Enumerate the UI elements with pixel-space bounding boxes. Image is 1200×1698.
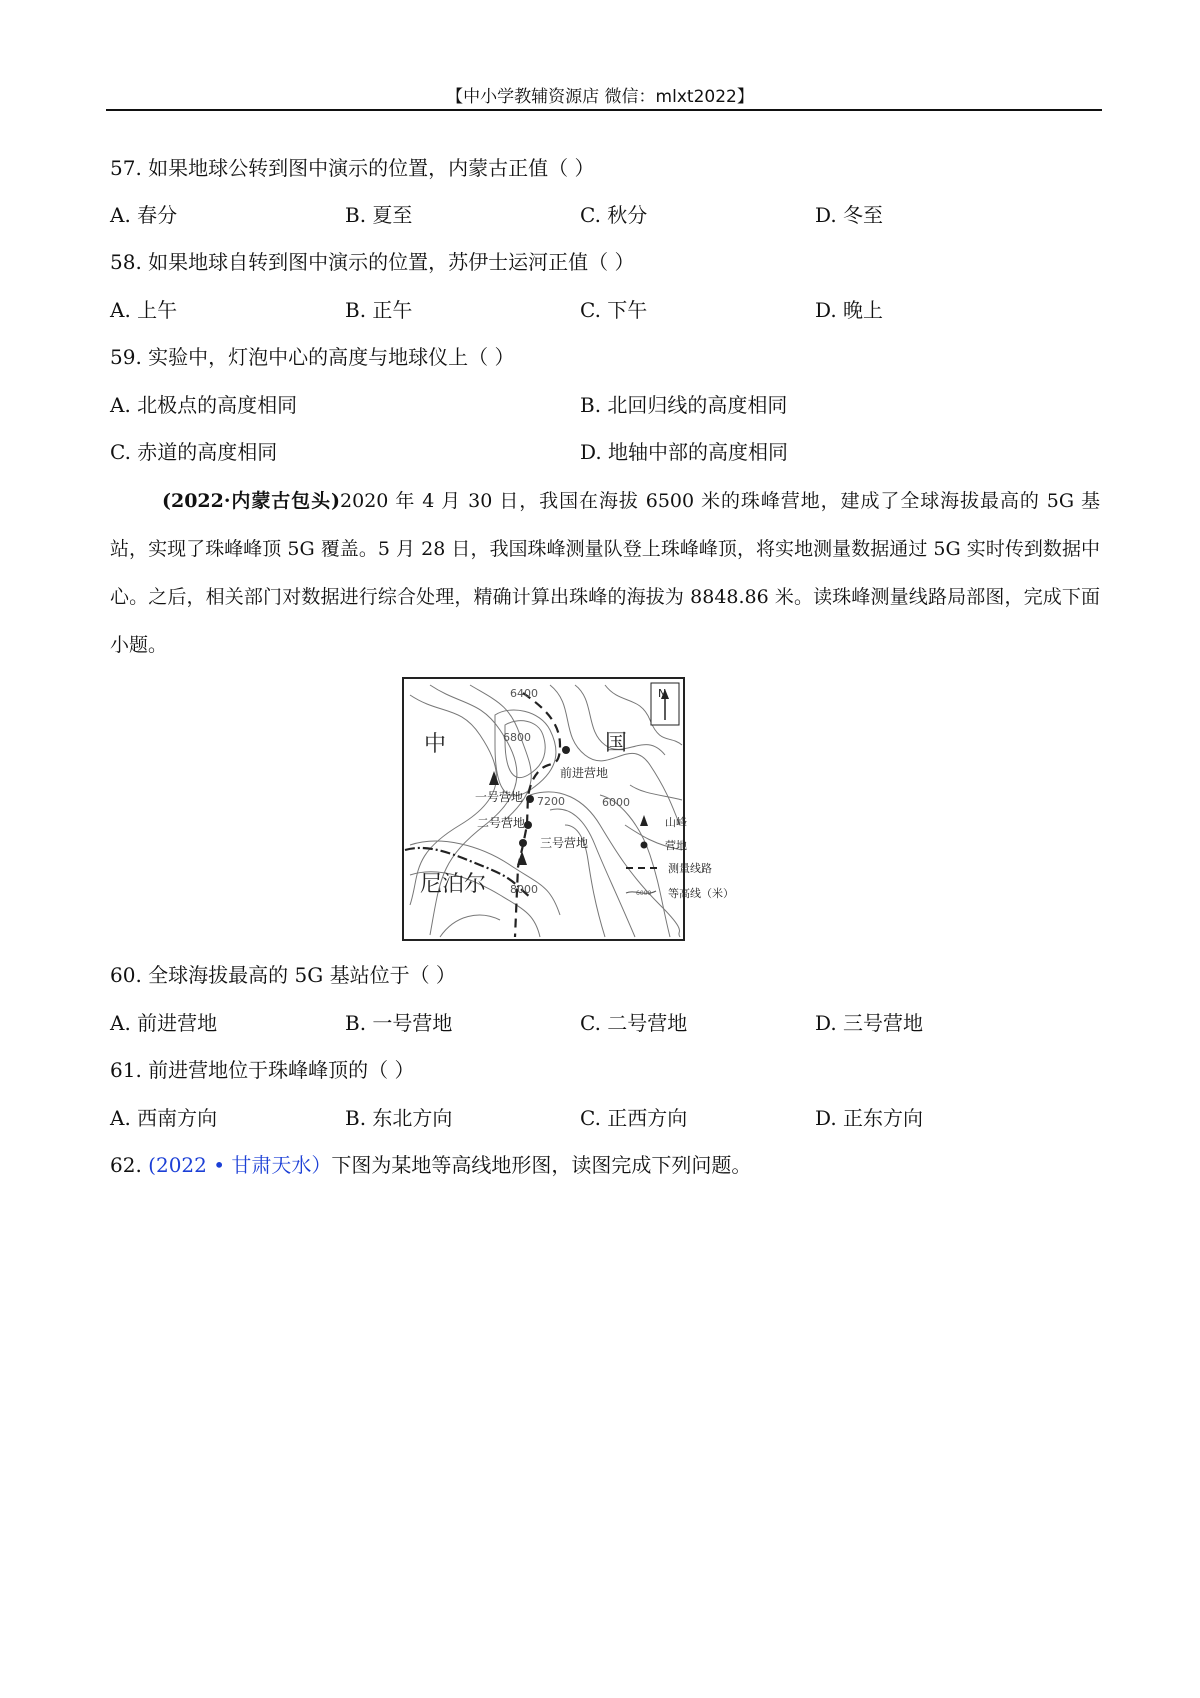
q61-option-c: C. 正西方向 [580, 1106, 688, 1130]
legend-contour-sample: 6000 [636, 890, 652, 897]
contour-label: 8000 [510, 883, 538, 896]
legend-route: 测量线路 [668, 862, 712, 875]
q60-option-d: D. 三号营地 [815, 1011, 924, 1035]
q61-option-a: A. 西南方向 [110, 1106, 218, 1130]
q57-option-b: B. 夏至 [345, 203, 413, 227]
q59-option-c: C. 赤道的高度相同 [110, 440, 278, 464]
north-label: N [658, 687, 667, 700]
contour-label: 6400 [510, 687, 538, 700]
region-nepal: 尼泊尔 [420, 872, 487, 897]
question-58-stem: 58. 如果地球自转到图中演示的位置，苏伊士运河正值（ ） [110, 250, 635, 274]
header-divider [106, 109, 1102, 111]
question-60-stem: 60. 全球海拔最高的 5G 基站位于（ ） [110, 963, 456, 987]
q58-option-d: D. 晚上 [815, 298, 884, 322]
q62-source: (2022 • 甘肃天水） [148, 1153, 332, 1177]
q57-option-a: A. 春分 [110, 203, 178, 227]
q61-option-b: B. 东北方向 [345, 1106, 453, 1130]
q60-option-b: B. 一号营地 [345, 1011, 453, 1035]
camp-label-2: 二号营地 [477, 816, 526, 830]
question-61-stem: 61. 前进营地位于珠峰峰顶的（ ） [110, 1058, 415, 1082]
question-59-stem: 59. 实验中，灯泡中心的高度与地球仪上（ ） [110, 345, 515, 369]
page-header: 【中小学教辅资源店 微信：mlxt2022】 [446, 87, 754, 107]
passage-text: 2020 年 4 月 30 日，我国在海拔 6500 米的珠峰营地，建成了全球海拔最高的 5G 基站，实现了珠峰峰顶 5G 覆盖。5 月 28 日，我国珠峰测量队登上珠峰峰顶，将实地测量数据通过 5G 实时传到数据中心。之后，相关部门对数据进行综合处理，精确计算出珠峰的海拔为 8848.86 米。读珠峰测量线路局部图，完成下面小题。 [110, 490, 1100, 656]
q57-option-c: C. 秋分 [580, 203, 648, 227]
q60-option-a: A. 前进营地 [110, 1011, 218, 1035]
camp-icon [519, 839, 527, 847]
camp-icon [526, 795, 534, 803]
camp-icon [562, 746, 570, 754]
legend-camp-icon [641, 842, 648, 849]
legend-contour: 等高线（米） [668, 887, 734, 900]
q58-option-b: B. 正午 [345, 298, 413, 322]
q57-option-d: D. 冬至 [815, 203, 884, 227]
q61-option-d: D. 正东方向 [815, 1106, 924, 1130]
camp-label-3: 三号营地 [540, 836, 589, 850]
everest-route-map [400, 675, 820, 945]
legend-camp: 营地 [665, 839, 687, 852]
region-china-right: 国 [605, 731, 628, 756]
contour-label: 6000 [602, 796, 630, 809]
region-china-left: 中 [424, 732, 447, 757]
q62-number: 62. [110, 1153, 149, 1177]
camp-label-1: 一号营地 [475, 790, 524, 804]
q58-option-c: C. 下午 [580, 298, 648, 322]
q58-option-a: A. 上午 [110, 298, 178, 322]
camp-label-advance: 前进营地 [560, 766, 609, 780]
q59-option-d: D. 地轴中部的高度相同 [580, 440, 789, 464]
passage-source: (2022·内蒙古包头) [162, 490, 341, 512]
question-57-stem: 57. 如果地球公转到图中演示的位置，内蒙古正值（ ） [110, 156, 595, 180]
legend-peak: 山峰 [665, 816, 687, 829]
contour-label: 6800 [503, 731, 531, 744]
q59-option-b: B. 北回归线的高度相同 [580, 393, 788, 417]
question-62-stem [110, 1153, 751, 1177]
contour-label: 7200 [537, 795, 565, 808]
camp-icon [524, 821, 532, 829]
passage [110, 477, 1100, 669]
q59-option-a: A. 北极点的高度相同 [110, 393, 298, 417]
q62-text: 下图为某地等高线地形图，读图完成下列问题。 [331, 1153, 752, 1177]
q60-option-c: C. 二号营地 [580, 1011, 688, 1035]
